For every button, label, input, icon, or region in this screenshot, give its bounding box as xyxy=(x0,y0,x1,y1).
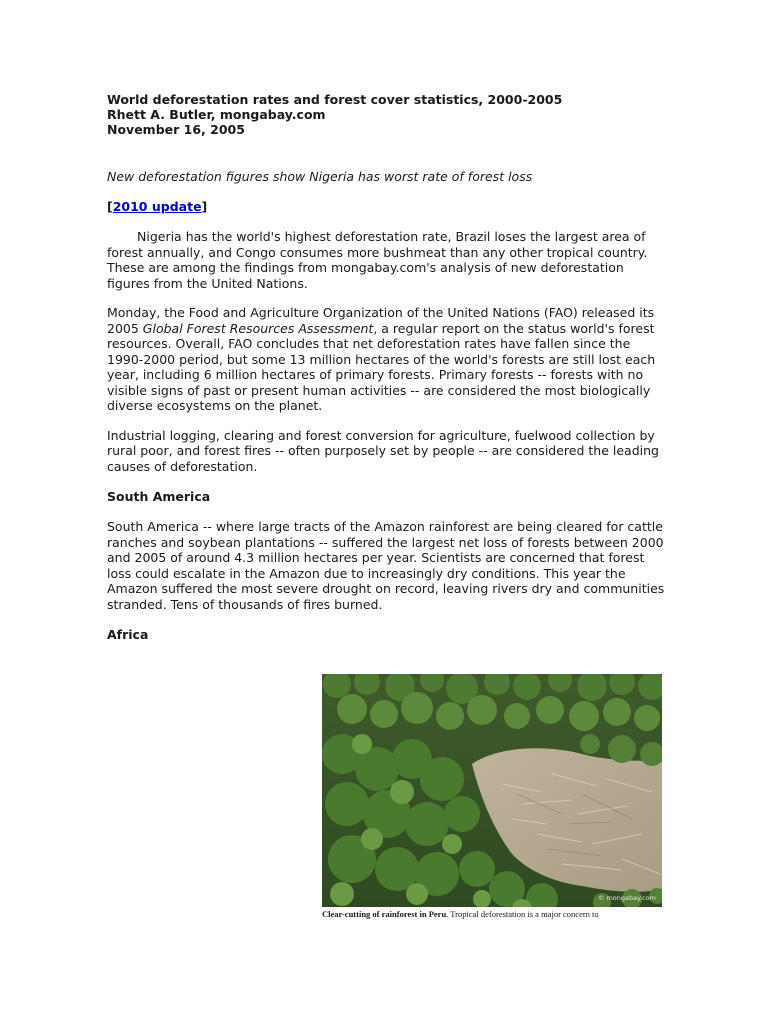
article-author: Rhett A. Butler, mongabay.com xyxy=(107,107,326,122)
paragraph-south-america: South America -- where large tracts of the Amazon rainforest are being cleared for cattle ranches and soybean plantations -- suffered the largest net loss of forests between 2000 and 2005 of around 4.3 million hectares per year. Scientists are concerned that forest loss could escalate in the Amazon due to increasingly dry conditions. This year the Amazon suffered the most severe drought on record, leaving rivers dry and communities stranded. Tens of thousands of fires burned. xyxy=(107,519,665,612)
section-heading-africa: Africa xyxy=(107,627,149,642)
photo-caption-rest: . Tropical deforestation is a major concern to xyxy=(446,909,599,919)
report-title: Global Forest Resources Assessment xyxy=(142,320,374,336)
paragraph-causes: Industrial logging, clearing and forest conversion for agriculture, fuelwood collection by rural poor, and forest fires -- often purposely set by people -- are considered the leading causes of deforestation. xyxy=(107,427,659,474)
deforestation-photo xyxy=(322,674,662,907)
update-link-line xyxy=(107,199,667,215)
section-heading-south-america: South America xyxy=(107,489,211,504)
paragraph-fao-text-a: Monday, the Food and Agriculture Organization of the United Nations (FAO) released its 2005 xyxy=(107,305,655,336)
article-subtitle: New deforestation figures show Nigeria has worst rate of forest loss xyxy=(107,169,533,184)
paragraph-fao xyxy=(107,305,667,414)
photo-figure xyxy=(322,674,662,920)
article xyxy=(107,92,667,643)
update-open-bracket: [ xyxy=(107,199,113,214)
update-close-bracket: ] xyxy=(201,199,208,214)
update-link[interactable]: 2010 update xyxy=(112,199,202,214)
photo-watermark: © mongabay.com xyxy=(597,894,656,902)
article-title: World deforestation rates and forest cover statistics, 2000-2005 xyxy=(107,92,563,107)
paragraph-intro xyxy=(107,229,667,291)
photo-caption xyxy=(322,909,662,920)
article-date: November 16, 2005 xyxy=(107,122,245,137)
photo-caption-bold: Clear-cutting of rainforest in Peru xyxy=(322,909,447,919)
paragraph-intro-text: Nigeria has the world's highest deforestation rate, Brazil loses the largest area of forest annually, and Congo consumes more bushmeat than any other tropical country. These are among the findings from mongabay.com's analysis of new deforestation figures from the United Nations. xyxy=(107,229,648,291)
paragraph-fao-text-b: , a regular report on the status world's forest resources. Overall, FAO concludes that net deforestation rates have fallen since the 1990-2000 period, but some 13 million hectares of the world's forests are still lost each year, including 6 million hectares of primary forests. Primary forests -- forests with no visible signs of past or present human activities -- are considered the most biologically diverse ecosystems on the planet. xyxy=(107,320,656,413)
